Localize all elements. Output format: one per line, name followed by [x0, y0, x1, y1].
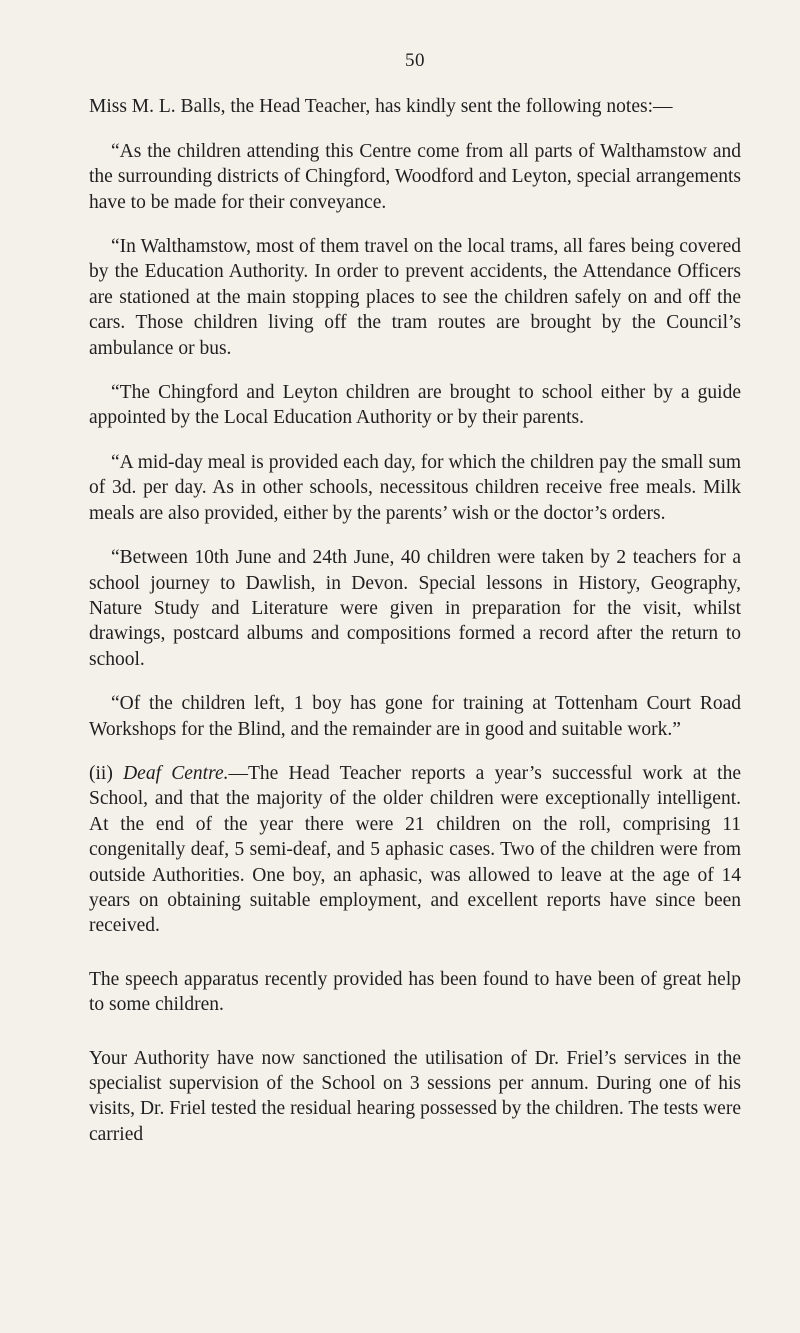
quoted-paragraph: “As the children attending this Centre come from all parts of Walthamstow and the surrounding districts of Chingford, Woodford and Leyton, special arrangements have to be made for their conveyance. — [89, 140, 741, 213]
quoted-paragraph: “A mid-day meal is provided each day, for which the children pay the small sum of 3d. per day. As in other schools, necessitous children receive free meals. Milk meals are also provided, either by the parents’ wish or the doctor’s orders. — [89, 451, 741, 524]
section-heading: Deaf Centre. — [123, 762, 229, 784]
intro-paragraph: Miss M. L. Balls, the Head Teacher, has kindly sent the following notes:— — [89, 96, 673, 118]
closing-paragraph: Your Authority have now sanctioned the utilisation of Dr. Friel’s services in the specialist supervision of the School on 3 sessions per annum. During one of his visits, Dr. Friel tested the residual hearing possessed by the children. The tests were carried — [89, 1047, 741, 1145]
quoted-paragraph: “Between 10th June and 24th June, 40 children were taken by 2 teachers for a school journey to Dawlish, in Devon. Special lessons in History, Geography, Nature Study and Literature were given in preparation for the visit, whilst drawings, postcard albums and compositions formed a record after the return to school. — [89, 547, 741, 670]
page-number: 50 — [405, 50, 425, 71]
deaf-centre-paragraph — [89, 761, 741, 939]
section-text: —The Head Teacher reports a year’s successful work at the School, and that the majority of the older children were exceptionally intelligent. At the end of the year there were 21 children on the roll, comprising 11 congenitally deaf, 5 semi-deaf, and 5 aphasic cases. Two of the children were from outside Authorities. One boy, an aphasic, was allowed to leave at the age of 14 years on obtaining suitable employment, and excellent reports have since been received. — [89, 762, 741, 937]
document-page — [89, 48, 741, 1166]
closing-paragraph: The speech apparatus recently provided has been found to have been of great help to some children. — [89, 968, 741, 1016]
quoted-paragraph: “The Chingford and Leyton children are brought to school either by a guide appointed by the Local Education Authority or by their parents. — [89, 382, 741, 429]
section-number: (ii) — [89, 762, 113, 784]
quoted-paragraph: “Of the children left, 1 boy has gone for training at Tottenham Court Road Workshops for the Blind, and the remainder are in good and suitable work.” — [89, 693, 741, 740]
quoted-paragraph: “In Walthamstow, most of them travel on the local trams, all fares being covered by the Education Authority. In order to prevent accidents, the Attendance Officers are stationed at the main stopping places to see the children safely on and off the cars. Those children living off the tram routes are brought by the Council’s ambulance or bus. — [89, 236, 741, 359]
